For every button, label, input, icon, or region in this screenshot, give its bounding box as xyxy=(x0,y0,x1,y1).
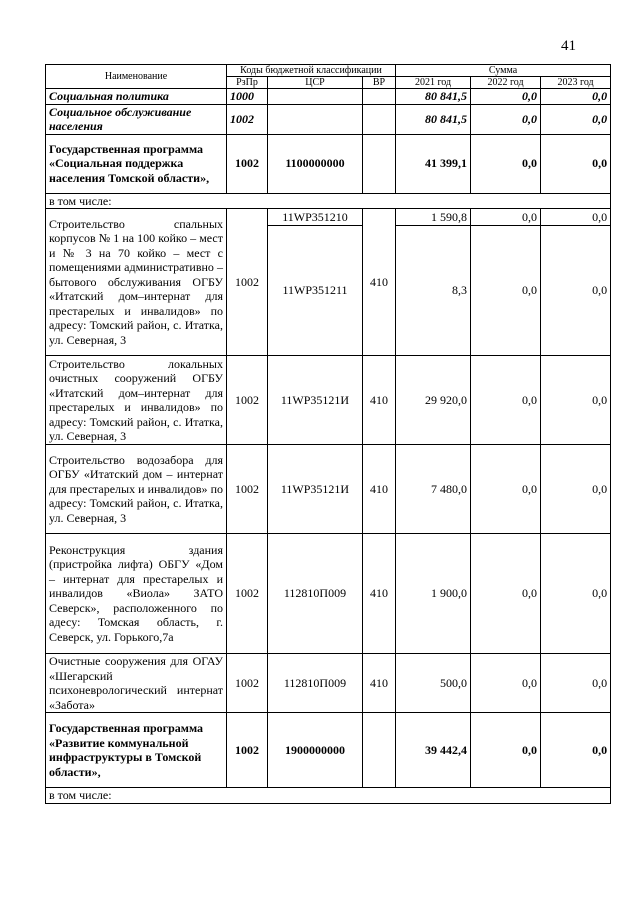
row-sum-2022: 0,0 xyxy=(471,534,541,654)
row-rzpr: 1002 xyxy=(227,445,268,534)
row-sum-2023: 0,0 xyxy=(541,134,611,193)
header-codes: Коды бюджетной классификации xyxy=(227,65,396,77)
row-vr: 410 xyxy=(363,445,396,534)
row-csr: 11WP351210 xyxy=(268,209,363,226)
row-rzpr: 1002 xyxy=(227,534,268,654)
row-sum-2021: 1 900,0 xyxy=(396,534,471,654)
row-sum-2022: 0,0 xyxy=(471,209,541,226)
table-row xyxy=(46,788,611,804)
row-sum-2022: 0,0 xyxy=(471,89,541,105)
row-rzpr: 1002 xyxy=(227,713,268,788)
row-vr xyxy=(363,104,396,134)
row-sum-2023: 0,0 xyxy=(541,713,611,788)
row-sum-2021: 41 399,1 xyxy=(396,134,471,193)
row-sum-2023: 0,0 xyxy=(541,104,611,134)
row-sum-2023: 0,0 xyxy=(541,226,611,356)
header-name: Наименование xyxy=(46,65,227,89)
row-sum-2021: 7 480,0 xyxy=(396,445,471,534)
row-name: Строительство локальных очистных сооружений ОГБУ «Итатский дом–интернат для престарелых и инвалидов» по адресу: Томский район, с. Итатка, ул. Северная, 3 xyxy=(46,356,227,445)
row-sum-2021: 1 590,8 xyxy=(396,209,471,226)
row-rzpr: 1002 xyxy=(227,356,268,445)
row-rzpr: 1002 xyxy=(227,209,268,356)
row-csr xyxy=(268,104,363,134)
row-csr: 11WP351211 xyxy=(268,226,363,356)
row-sum-2022: 0,0 xyxy=(471,713,541,788)
row-rzpr: 1002 xyxy=(227,654,268,713)
row-sum-2021: 39 442,4 xyxy=(396,713,471,788)
row-vr: 410 xyxy=(363,209,396,356)
row-sum-2023: 0,0 xyxy=(541,356,611,445)
row-rzpr: 1000 xyxy=(227,89,268,105)
budget-table xyxy=(45,64,611,804)
row-sum-2021: 80 841,5 xyxy=(396,89,471,105)
row-name: Реконструкция здания (пристройка лифта) ОБГУ «Дом – интернат для престарелых и инвалидов «Виола» ЗАТО Северск», расположенного по адесу: Томская область, г. Северск, ул. Горького,7а xyxy=(46,534,227,654)
row-csr: 11WP35121И xyxy=(268,445,363,534)
row-csr: 11WP35121И xyxy=(268,356,363,445)
row-name: Социальная политика xyxy=(46,89,227,105)
row-vr xyxy=(363,89,396,105)
row-csr: 112810П009 xyxy=(268,534,363,654)
header-2023: 2023 год xyxy=(541,77,611,89)
row-sum-2023: 0,0 xyxy=(541,445,611,534)
row-sum-2021: 29 920,0 xyxy=(396,356,471,445)
row-sum-2021: 80 841,5 xyxy=(396,104,471,134)
table-row xyxy=(46,654,611,713)
row-sum-2023: 0,0 xyxy=(541,209,611,226)
row-name: Очистные сооружения для ОГАУ «Шегарский психоневрологический интернат «Забота» xyxy=(46,654,227,713)
row-sum-2021: 500,0 xyxy=(396,654,471,713)
including-label: в том числе: xyxy=(46,788,611,804)
row-sum-2021: 8,3 xyxy=(396,226,471,356)
row-sum-2022: 0,0 xyxy=(471,654,541,713)
header-rzpr: РзПр xyxy=(227,77,268,89)
row-vr: 410 xyxy=(363,654,396,713)
row-sum-2023: 0,0 xyxy=(541,654,611,713)
table-row xyxy=(46,445,611,534)
row-vr xyxy=(363,713,396,788)
table-row xyxy=(46,534,611,654)
row-sum-2022: 0,0 xyxy=(471,104,541,134)
row-csr: 112810П009 xyxy=(268,654,363,713)
row-name: Государственная программа «Социальная поддержка населения Томской области», xyxy=(46,134,227,193)
row-sum-2022: 0,0 xyxy=(471,226,541,356)
table-row xyxy=(46,209,611,226)
table-row xyxy=(46,356,611,445)
row-csr: 1100000000 xyxy=(268,134,363,193)
row-sum-2023: 0,0 xyxy=(541,534,611,654)
table-row xyxy=(46,134,611,193)
row-vr xyxy=(363,134,396,193)
header-2022: 2022 год xyxy=(471,77,541,89)
header-csr: ЦСР xyxy=(268,77,363,89)
table-row xyxy=(46,193,611,209)
row-name: Государственная программа «Развитие коммунальной инфраструктуры в Томской области», xyxy=(46,713,227,788)
row-csr: 1900000000 xyxy=(268,713,363,788)
row-sum-2023: 0,0 xyxy=(541,89,611,105)
row-sum-2022: 0,0 xyxy=(471,134,541,193)
page-number: 41 xyxy=(561,38,576,54)
table-row xyxy=(46,713,611,788)
row-sum-2022: 0,0 xyxy=(471,356,541,445)
row-vr: 410 xyxy=(363,356,396,445)
row-sum-2022: 0,0 xyxy=(471,445,541,534)
header-2021: 2021 год xyxy=(396,77,471,89)
header-sum: Сумма xyxy=(396,65,611,77)
row-csr xyxy=(268,89,363,105)
table-row xyxy=(46,104,611,134)
row-name: Социальное обслуживание населения xyxy=(46,104,227,134)
row-rzpr: 1002 xyxy=(227,134,268,193)
header-row-1 xyxy=(46,65,611,77)
including-label: в том числе: xyxy=(46,193,611,209)
row-name: Строительство спальных корпусов № 1 на 100 койко – мест и № 3 на 70 койко – мест с помещениями административно – бытового обслуживания ОГБУ «Итатский дом–интернат для престарелых и инвалидов» по адресу: Томский район, с. Итатка, ул. Северная, 3 xyxy=(46,209,227,356)
row-rzpr: 1002 xyxy=(227,104,268,134)
header-vr: ВР xyxy=(363,77,396,89)
row-name: Строительство водозабора для ОГБУ «Итатский дом – интернат для престарелых и инвалидов» по адресу: Томский район, с. Итатка, ул. Северная, 3 xyxy=(46,445,227,534)
table-row xyxy=(46,89,611,105)
row-vr: 410 xyxy=(363,534,396,654)
